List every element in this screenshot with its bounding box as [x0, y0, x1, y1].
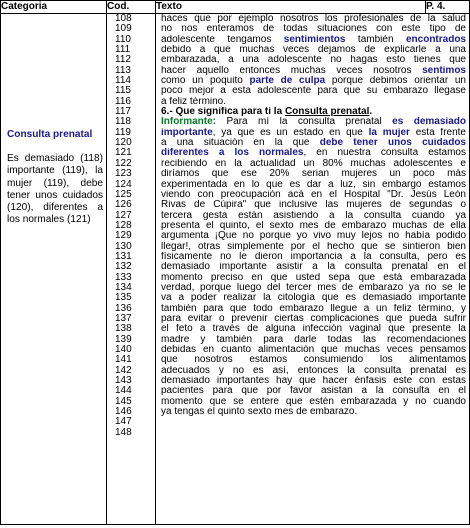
transcript-line [161, 242, 466, 252]
line-code: 109 [115, 23, 132, 35]
line-text: también [345, 34, 406, 45]
transcript-line [161, 231, 466, 241]
transcript-line [161, 221, 466, 231]
line-text: físicamente no le dieron importancia a la consulta, pero es [161, 251, 466, 262]
transcript-line [161, 355, 466, 365]
emphasis-text: la mujer [368, 127, 410, 138]
line-text: ya tengas el quinto sexto mes de embarazo. [161, 407, 358, 418]
emphasis-text: es demasiado [392, 117, 466, 128]
line-text: adolescente tengamos [161, 34, 284, 45]
transcript-line [161, 107, 466, 117]
line-text: presenta el quinto, el sexto mes de embarazo muchas de ella [161, 220, 466, 231]
line-text: demasiado importantes hay que hacer énfasis este con estas [161, 376, 466, 387]
category-body: Es demasiado (118) importante (119), la mujer (119), debe tener unos cuidados (120), diferentes a los normales (121) [7, 153, 103, 226]
line-code: 119 [115, 126, 131, 138]
header-row [1, 1, 470, 14]
body-row [1, 14, 470, 525]
transcript-line [161, 417, 466, 427]
line-text: pacientes para que por favor asistan a la consulta en el [161, 386, 466, 397]
emphasis-text: importante [161, 127, 213, 138]
line-code: 126 [115, 199, 132, 211]
transcript-line [161, 66, 466, 76]
transcript-line [161, 35, 466, 45]
transcript-line [161, 324, 466, 334]
line-code: 114 [115, 75, 131, 87]
line-code: 139 [115, 333, 132, 345]
line-text: madre y también para darle todas las recomendaciones [161, 334, 466, 345]
emphasis-text: parte de culpa [249, 76, 326, 87]
emphasis-text: sentimientos [283, 34, 346, 45]
line-text: argumenta ¡Que no porque yo vivo muy lejos no había podido [161, 231, 466, 242]
transcript-line [161, 407, 466, 417]
line-text: esta frente [409, 127, 466, 138]
line-code: 118 [115, 116, 131, 128]
transcript-line [161, 86, 466, 96]
text-cell [156, 14, 470, 525]
line-code: 129 [115, 230, 132, 242]
line-code: 108 [115, 13, 132, 24]
emphasis-text: 6.- Que significa para ti la [161, 107, 285, 118]
line-code: 146 [115, 406, 132, 418]
line-code: 135 [115, 292, 132, 304]
line-code: 122 [115, 157, 132, 169]
transcript-line [161, 138, 466, 148]
transcript-line [161, 24, 466, 34]
transcript-line [161, 148, 466, 158]
line-code: 145 [115, 395, 132, 407]
transcript-line [161, 262, 466, 272]
emphasis-text: Consulta prenatal [284, 107, 370, 118]
transcript-line [161, 159, 466, 169]
line-code: 110 [115, 33, 131, 45]
transcript-line [161, 45, 466, 55]
line-text: diríamos que ese 20% serian mujeres un poco más [161, 169, 466, 180]
line-text: a feliz término. [161, 96, 227, 107]
category-label: Consulta prenatal [7, 129, 93, 140]
line-code: 134 [115, 281, 132, 293]
transcript-line [161, 211, 466, 221]
emphasis-text: diferentes a los normales [161, 148, 304, 159]
transcript-line [161, 283, 466, 293]
transcript-line [161, 273, 466, 283]
line-code: 116 [115, 95, 131, 107]
emphasis-text: encontrados [405, 34, 466, 45]
transcript-line [161, 200, 466, 210]
line-text: , en nuestra consulta estamos [303, 148, 466, 159]
line-code: 117 [115, 106, 131, 118]
line-text: para evitar o prevenir ciertas complicaciones que pueda sufrir [161, 313, 466, 324]
transcript-line [161, 376, 466, 386]
header-categoria: Categoria [1, 1, 107, 14]
line-text: porque debimos orientar un [325, 76, 466, 87]
header-texto: Texto [156, 1, 426, 14]
line-code: 115 [115, 85, 131, 97]
line-code: 124 [115, 178, 132, 190]
transcript-line [161, 55, 466, 65]
transcript-line [161, 314, 466, 324]
line-code: 132 [115, 261, 132, 273]
line-text: recibiendo en la actualidad un 80% muchas adolescentes e [161, 158, 466, 169]
line-text: demasiado importante asistir a la consulta prenatal en el [161, 262, 466, 273]
transcript-line [161, 386, 466, 396]
line-code: 144 [115, 385, 132, 397]
line-text: el feto a través de alguna infección vaginal que presente la [161, 324, 466, 335]
transcript-line [161, 293, 466, 303]
line-text: haces que por ejemplo nosotros los profesionales de la salud [161, 14, 466, 24]
line-code: 137 [115, 312, 132, 324]
line-text: debidas en cuanto alimentación que muchas veces pensamos [161, 345, 466, 355]
transcript-line [161, 252, 466, 262]
transcript-line [161, 180, 466, 190]
line-code: 130 [115, 240, 132, 252]
line-text: no nos enteramos de todas situaciones con este tipo de [161, 24, 466, 35]
emphasis-text: debe tener unos cuidados [319, 138, 466, 149]
line-text: que nosotros estamos consumiendo los alimentamos [161, 355, 466, 366]
transcript-line [161, 97, 466, 107]
emphasis-text: Informante: [161, 117, 216, 128]
line-code: 141 [115, 354, 132, 366]
transcript-line [161, 76, 466, 86]
line-text: experimentada en lo que es dar a luz, sin embargo estamos [161, 179, 466, 190]
line-text: Rivas de Cúpira" que inclusive las mujeres de segundas o [161, 200, 466, 211]
line-text: embarazada, a una adolescente no hagas esto tienes que [161, 55, 466, 66]
line-text: como un poquito [161, 76, 250, 87]
line-text: adecuados y no es así, entonces la consulta prenatal es [161, 365, 466, 376]
line-code: 120 [115, 137, 132, 149]
line-code: 136 [115, 302, 132, 314]
line-code: 143 [115, 375, 132, 387]
transcript-line [161, 397, 466, 407]
line-text: hacer aquello entonces muchas veces nosotros [161, 65, 423, 76]
line-code: 121 [115, 147, 132, 159]
line-code: 111 [115, 44, 131, 56]
line-text: , ya que es un estado en que [212, 127, 369, 138]
transcript-line [161, 335, 466, 345]
transcript-line [161, 190, 466, 200]
transcript-line [161, 428, 466, 438]
line-text: a una situación en la que [161, 138, 320, 149]
line-text: viendo con preocupación acá en el Hospital "Dr. Jesús León [161, 189, 466, 200]
category-cell [1, 14, 107, 525]
line-code: 148 [115, 426, 132, 438]
line-code: 125 [115, 188, 132, 200]
header-cod: Cod. [107, 1, 156, 14]
line-text: poco mejor a esta adolescente para que su embarazo llegase [161, 86, 466, 97]
line-code: 128 [115, 219, 132, 231]
line-text: llegar!, otras simplemente por el hecho que se sintieron bien [161, 241, 466, 252]
line-text: momento que se entere que estén embarazada y no cuando [161, 396, 466, 407]
line-text: también para que todo embarazo llegue a un feliz término, y [161, 303, 466, 314]
transcript-line [161, 117, 466, 127]
line-code: 131 [115, 250, 132, 262]
emphasis-text: . [369, 107, 373, 118]
line-code: 147 [115, 416, 132, 428]
line-code: 123 [115, 168, 132, 180]
emphasis-text: sentimos [422, 65, 466, 76]
line-code: 142 [115, 364, 132, 376]
line-code: 138 [115, 323, 132, 335]
line-text: momento preciso en que usted sepa que está embarazada [161, 272, 466, 283]
line-text: va a poder realizar la citología que es demasiado importante [161, 293, 466, 304]
line-code: 127 [115, 209, 132, 221]
transcript-line [161, 304, 466, 314]
line-code: 113 [115, 64, 131, 76]
line-text: Para mí la consulta prenatal [216, 117, 393, 128]
codes-cell [107, 14, 156, 525]
transcript-line [161, 14, 466, 24]
header-page: P. 4. [426, 1, 470, 14]
line-text: debido a que muchas veces dejamos de explicarle a una [161, 45, 466, 56]
line-text: verdad, porque luego del tercer mes de embarazo ya no se le [161, 282, 466, 293]
transcript-line [161, 169, 466, 179]
line-code: 140 [115, 344, 132, 355]
transcript-line [161, 128, 466, 138]
line-text: tercera gesta están asistiendo a la consulta cuando ya [161, 210, 466, 221]
transcript-line [161, 366, 466, 376]
line-code: 133 [115, 271, 132, 283]
line-code: 112 [115, 54, 131, 66]
transcript-line [161, 345, 466, 355]
